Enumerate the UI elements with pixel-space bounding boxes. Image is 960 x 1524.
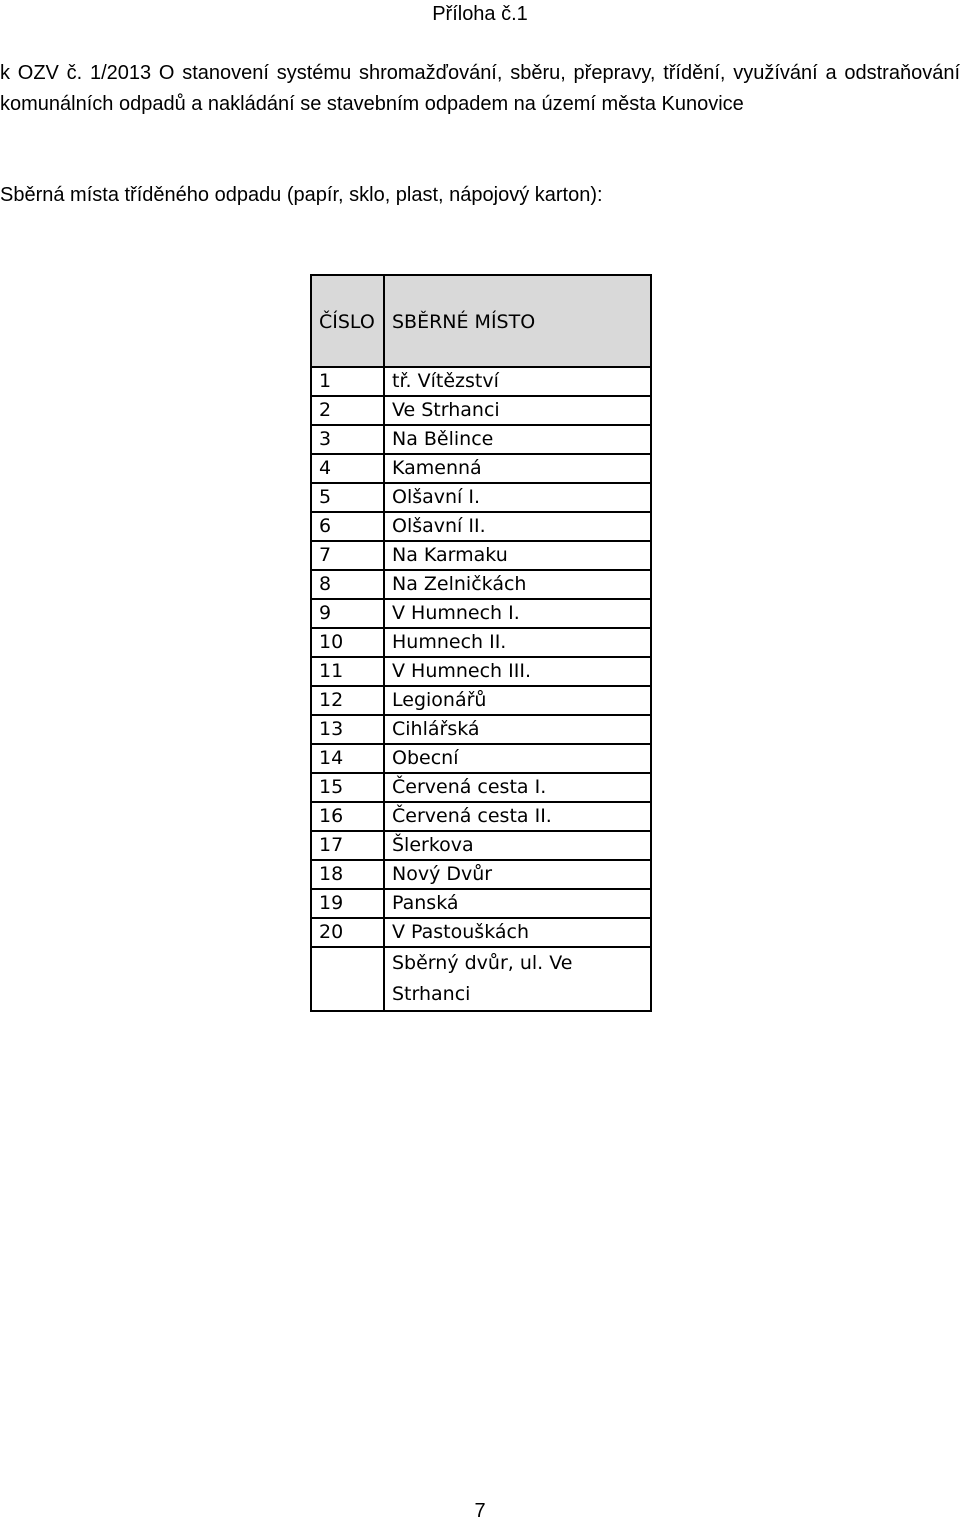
row-number: 5 (311, 483, 384, 512)
row-number: 17 (311, 831, 384, 860)
table-row (311, 802, 651, 831)
row-number: 2 (311, 396, 384, 425)
row-number: 8 (311, 570, 384, 599)
row-place: Sběrný dvůr, ul. Ve Strhanci (384, 947, 651, 1011)
table-row (311, 657, 651, 686)
row-number (311, 947, 384, 1011)
table-row (311, 425, 651, 454)
row-place: Červená cesta I. (384, 773, 651, 802)
row-number: 14 (311, 744, 384, 773)
row-number: 9 (311, 599, 384, 628)
page-number: 7 (474, 1500, 486, 1522)
row-number: 3 (311, 425, 384, 454)
row-place: Šlerkova (384, 831, 651, 860)
row-number: 18 (311, 860, 384, 889)
row-place: Panská (384, 889, 651, 918)
table-row (311, 599, 651, 628)
row-number: 11 (311, 657, 384, 686)
table-row (311, 918, 651, 947)
document-heading: Příloha č.1 (432, 3, 528, 25)
table-row (311, 541, 651, 570)
row-place: Humnech II. (384, 628, 651, 657)
collection-points-table (310, 274, 652, 1012)
row-place: Na Zelničkách (384, 570, 651, 599)
header-number: ČÍSLO (311, 275, 384, 367)
row-place: V Pastouškách (384, 918, 651, 947)
table-row (311, 860, 651, 889)
row-place: tř. Vítězství (384, 367, 651, 396)
row-number: 15 (311, 773, 384, 802)
row-place: Na Karmaku (384, 541, 651, 570)
table-row (311, 396, 651, 425)
row-place: V Humnech I. (384, 599, 651, 628)
row-number: 1 (311, 367, 384, 396)
row-place: Ve Strhanci (384, 396, 651, 425)
row-number: 10 (311, 628, 384, 657)
table-row (311, 889, 651, 918)
row-number: 20 (311, 918, 384, 947)
table-row (311, 512, 651, 541)
table-row (311, 570, 651, 599)
row-place: Červená cesta II. (384, 802, 651, 831)
row-number: 7 (311, 541, 384, 570)
table-row (311, 483, 651, 512)
table-row (311, 744, 651, 773)
table-row (311, 831, 651, 860)
table-row (311, 628, 651, 657)
row-place: Legionářů (384, 686, 651, 715)
row-number: 6 (311, 512, 384, 541)
row-place: Obecní (384, 744, 651, 773)
row-place: Na Bělince (384, 425, 651, 454)
table-row (311, 367, 651, 396)
header-place: SBĚRNÉ MÍSTO (384, 275, 651, 367)
row-place: Kamenná (384, 454, 651, 483)
row-place: Cihlářská (384, 715, 651, 744)
section-title: Sběrná místa tříděného odpadu (papír, sklo, plast, nápojový karton): (0, 184, 603, 206)
table-body (311, 367, 651, 1011)
table-row (311, 773, 651, 802)
ordinance-title: k OZV č. 1/2013 O stanovení systému shromažďování, sběru, přepravy, třídění, využívání a odstraňování komunálních odpadů a nakládání se stavebním odpadem na území města Kunovice (0, 62, 960, 115)
row-place: Olšavní I. (384, 483, 651, 512)
table-row-collection-yard (311, 947, 651, 1011)
row-place: Nový Dvůr (384, 860, 651, 889)
table-row (311, 686, 651, 715)
table-row (311, 715, 651, 744)
row-place: Olšavní II. (384, 512, 651, 541)
row-number: 13 (311, 715, 384, 744)
row-number: 4 (311, 454, 384, 483)
row-number: 16 (311, 802, 384, 831)
row-number: 12 (311, 686, 384, 715)
row-place: V Humnech III. (384, 657, 651, 686)
table-header-row (311, 275, 651, 367)
table-row (311, 454, 651, 483)
row-number: 19 (311, 889, 384, 918)
